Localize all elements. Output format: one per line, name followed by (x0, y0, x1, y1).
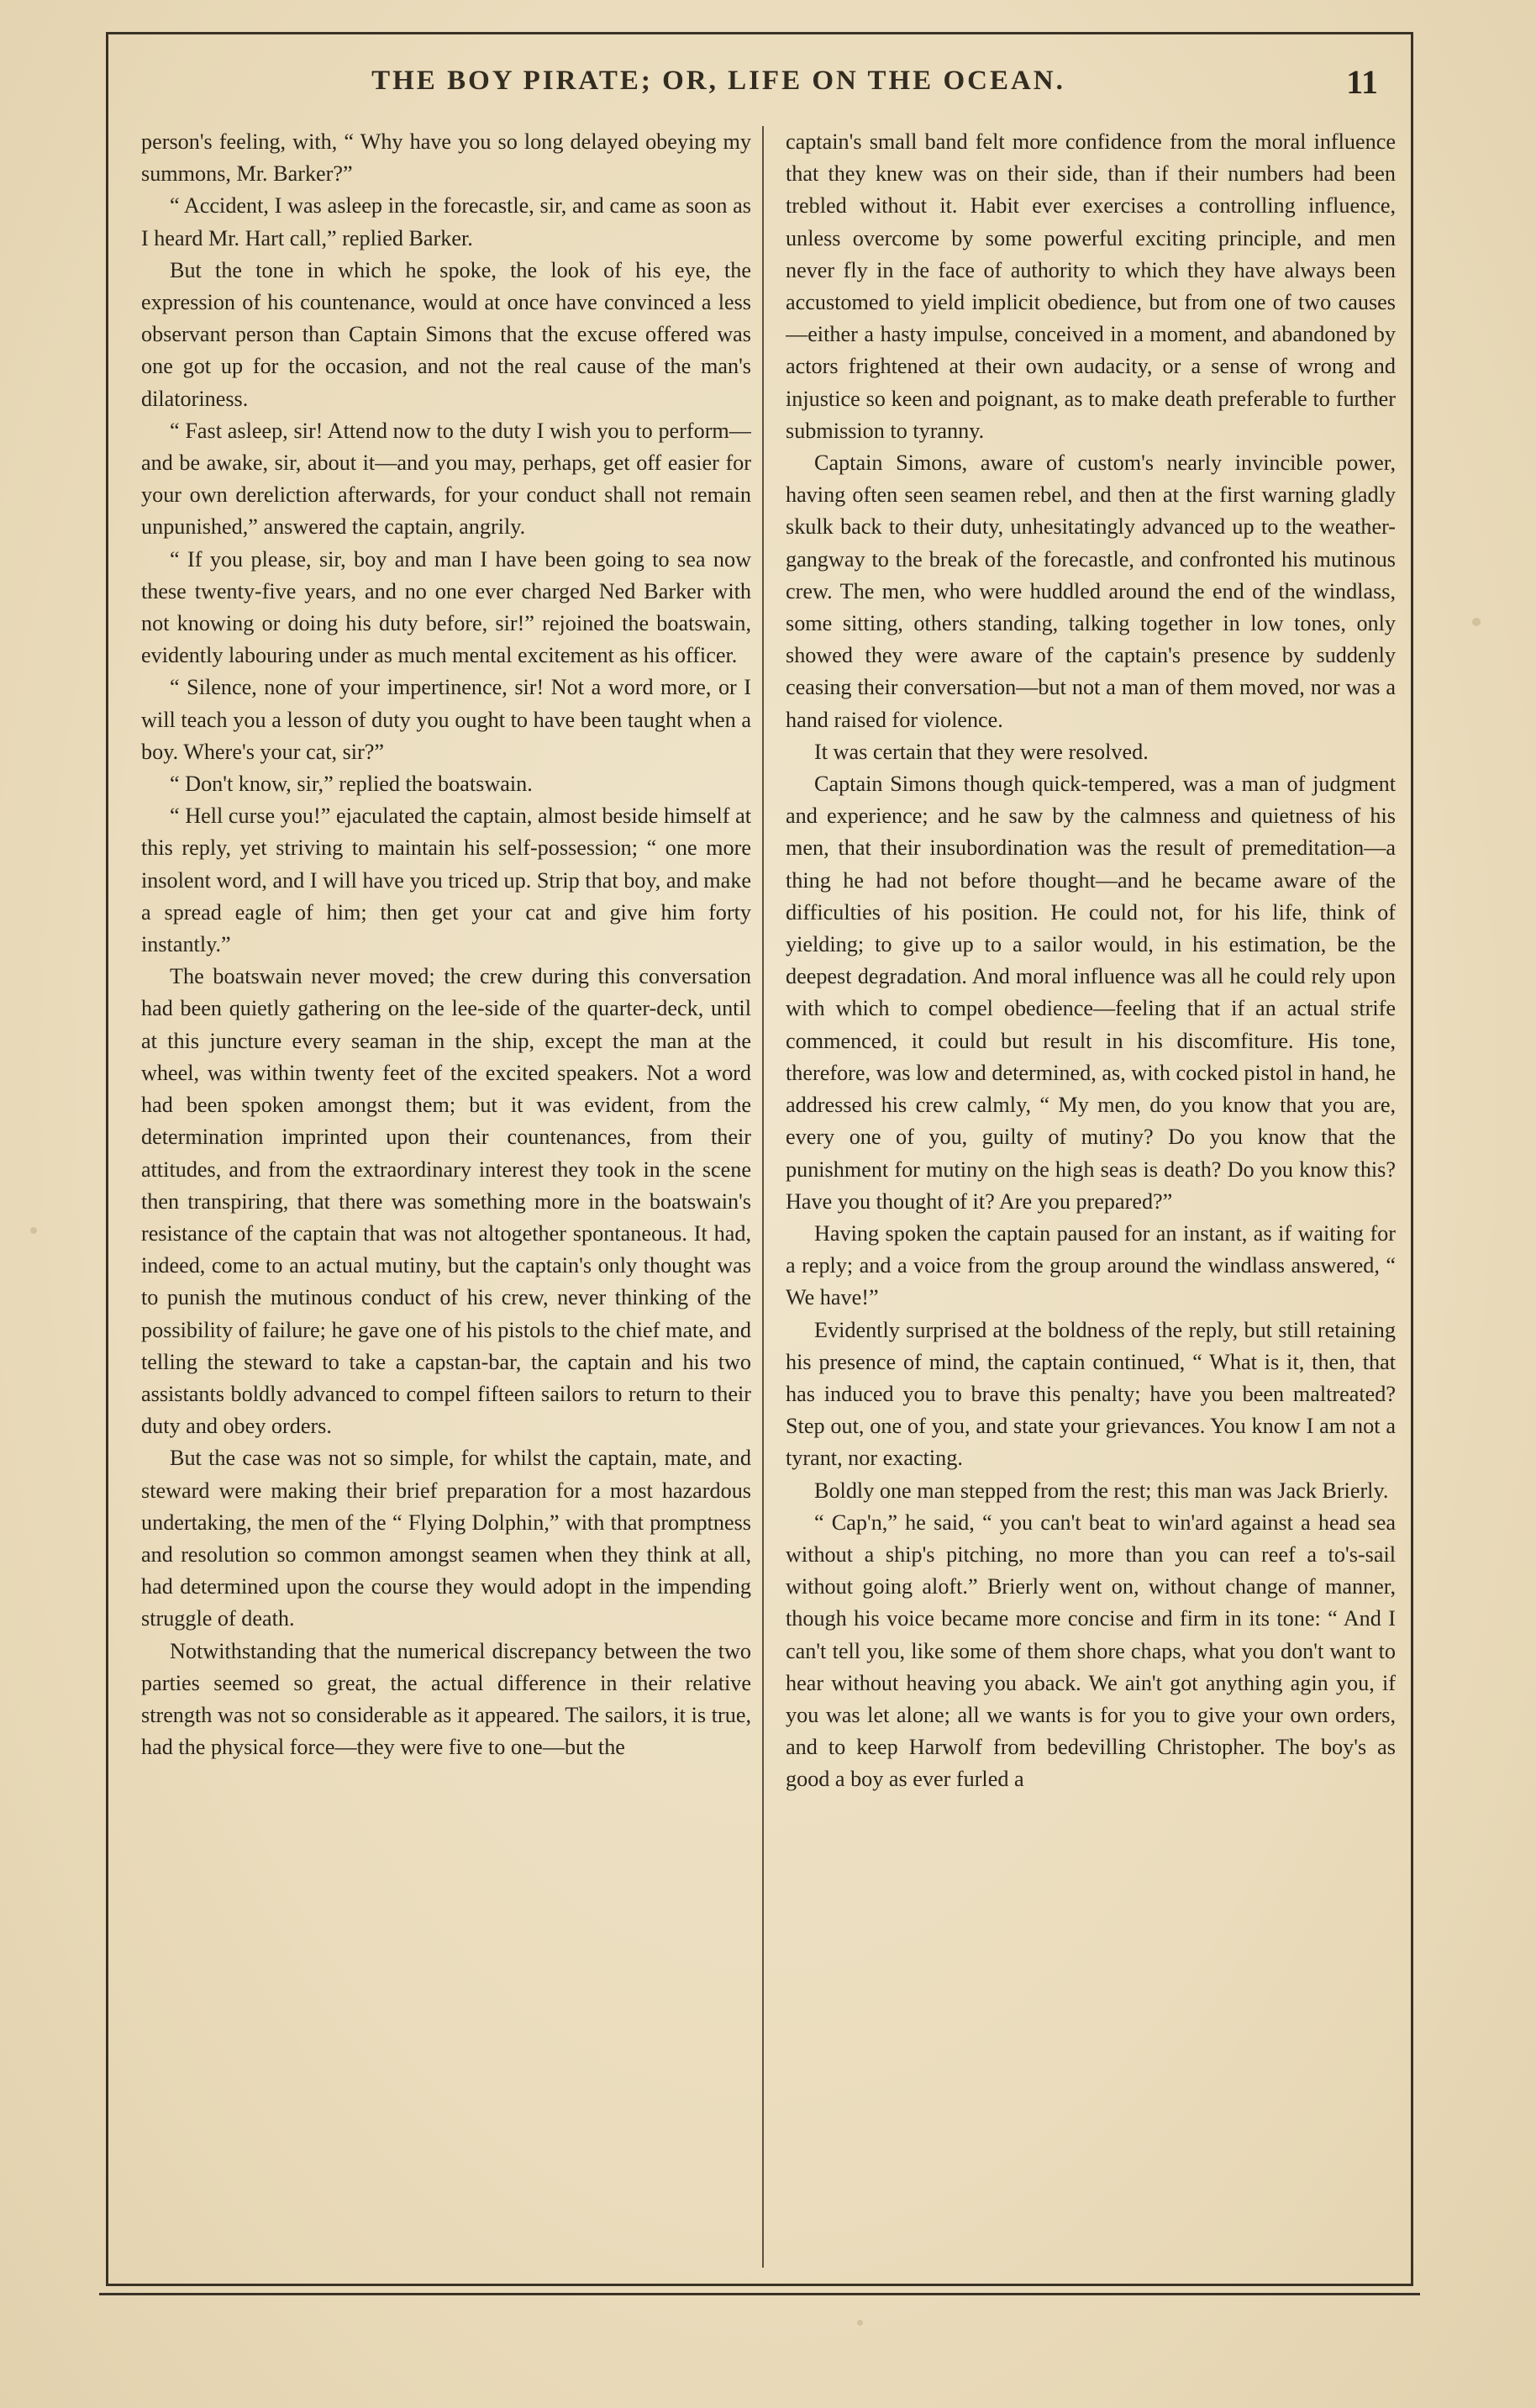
running-header (134, 63, 1378, 113)
paragraph: “ Accident, I was asleep in the forecastle, sir, and came as soon as I heard Mr. Hart call,” replied Barker. (141, 193, 751, 250)
paper-speck (857, 2320, 863, 2326)
paragraph: person's feeling, with, “ Why have you so long delayed obeying my summons, Mr. Barker?” (141, 129, 751, 187)
paper-speck (1472, 618, 1481, 626)
paragraph: Notwithstanding that the numerical discrepancy between the two parties seemed so great, the actual difference in their relative strength was not so considerable as it appeared. The sailors, it is true, had the physical force—they were five to one—but the (141, 1638, 751, 1760)
page-number: 11 (1346, 63, 1378, 101)
paragraph: “ Fast asleep, sir! Attend now to the duty I wish you to perform—and be awake, sir, about it—and you may, perhaps, get off easier for your own dereliction afterwards, for your conduct shall not remain unpunished,” answered the captain, angrily. (141, 418, 751, 540)
running-title: THE BOY PIRATE; OR, LIFE ON THE OCEAN. (371, 66, 1065, 96)
paragraph: “ Don't know, sir,” replied the boatswain. (170, 772, 533, 797)
paragraph: Boldly one man stepped from the rest; this man was Jack Brierly. (814, 1478, 1389, 1503)
paragraph: Having spoken the captain paused for an instant, as if waiting for a reply; and a voice from the group around the windlass answered, “ We have!” (786, 1220, 1396, 1310)
paragraph: “ Hell curse you!” ejaculated the captain, almost beside himself at this reply, yet striving to maintain his self-possession; “ one more insolent word, and I will have you triced up. Strip that boy, and make a spread eagle of him; then get your cat and give him forty instantly.” (141, 804, 751, 957)
paragraph: It was certain that they were resolved. (814, 739, 1149, 764)
paragraph: The boatswain never moved; the crew during this conversation had been quietly gathering on the lee-side of the quarter-deck, until at this juncture every seaman in the ship, except the man at the wheel, was within twenty feet of the excited speakers. Not a word had been spoken amongst them; but it was evident, from the determination imprinted upon their countenances, from their attitudes, and from the extraordinary interest they took in the scene then transpiring, that there was something more in the boatswain's resistance of the captain that was not altogether spontaneous. It had, indeed, come to an actual mutiny, but the captain's only thought was to punish the mutinous conduct of his crew, never thinking of the possibility of failure; he gave one of his pistols to the chief mate, and telling the steward to take a capstan-bar, the captain and his two assistants boldly advanced to compel fifteen sailors to return to their duty and obey orders. (141, 964, 751, 1439)
paragraph: “ If you please, sir, boy and man I have been going to sea now these twenty-five years, and no one ever charged Ned Barker with not knowing or doing his duty before, sir!” rejoined the boatswain, evidently labouring under as much mental excitement as his officer. (141, 546, 751, 668)
paragraph: “ Silence, none of your impertinence, sir! Not a word more, or I will teach you a lesson of duty you ought to have been taught when a boy. Where's your cat, sir?” (141, 675, 751, 764)
paper-speck (30, 1227, 37, 1234)
paragraph: But the tone in which he spoke, the look of his eye, the expression of his countenance, would at once have convinced a less observant person than Captain Simons that the excuse offered was one got up for the occasion, and not the real cause of the man's dilatoriness. (141, 257, 751, 411)
paragraph: captain's small band felt more confidence from the moral influence that they knew was on their side, than if their numbers had been trebled without it. Habit ever exercises a controlling influence, unless overcome by some powerful exciting principle, and men never fly in the face of authority to which they have always been accustomed to yield implicit obedience, but from one of two causes—either a hasty impulse, conceived in a moment, and abandoned by actors frightened at their own audacity, or a sense of wrong and injustice so keen and poignant, as to make death preferable to further submission to tyranny. (786, 129, 1396, 443)
paragraph: “ Cap'n,” he said, “ you can't beat to win'ard against a head sea without a ship's pitching, no more than you can reef a to's-sail without going aloft.” Brierly went on, without change of manner, though his voice became more concise and firm in its tone: “ And I can't tell you, like some of them shore chaps, what you don't want to hear without heaving you aback. We ain't got anything agin you, if you was let alone; all we wants is for you to give your own orders, and to keep Harwolf from bedevilling Christopher. The boy's as good a boy as ever furled a (786, 1510, 1396, 1792)
right-column (786, 126, 1396, 2278)
paragraph: Captain Simons, aware of custom's nearly invincible power, having often seen seamen rebel, and then at the first warning gladly skulk back to their duty, unhesitatingly advanced up to the weather-gangway to the break of the forecastle, and confronted his mutinous crew. The men, who were huddled around the end of the windlass, some sitting, others standing, talking together in low tones, only showed they were aware of the captain's presence by suddenly ceasing their conversation—but not a man of them moved, nor was a hand raised for violence. (786, 451, 1396, 732)
bottom-rule (99, 2293, 1420, 2295)
paragraph: But the case was not so simple, for whilst the captain, mate, and steward were making their brief preparation for a most hazardous undertaking, the men of the “ Flying Dolphin,” with that promptness and resolution so common amongst seamen when they think at all, had determined upon the course they would adopt in the impending struggle of death. (141, 1446, 751, 1631)
column-divider (762, 126, 764, 2268)
paragraph: Evidently surprised at the boldness of the reply, but still retaining his presence of mind, the captain continued, “ What is it, then, that has induced you to brave this penalty; have you been maltreated? Step out, one of you, and state your grievances. You know I am not a tyrant, nor exacting. (786, 1317, 1396, 1471)
left-column (141, 126, 751, 2278)
paragraph: Captain Simons though quick-tempered, was a man of judgment and experience; and he saw by the calmness and quietness of his men, that their insubordination was the result of premeditation—a thing he had not before thought—and he became aware of the difficulties of his position. He could not, for his life, think of yielding; to give up to a sailor would, in his estimation, be the deepest degradation. And moral influence was all he could rely upon with which to compel obedience—feeling that if an actual strife commenced, it could but result in his discomfiture. His tone, therefore, was low and determined, as, with cocked pistol in hand, he addressed his crew calmly, “ My men, do you know that you are, every one of you, guilty of mutiny? Do you know that the punishment for mutiny on the high seas is death? Do you know this? Have you thought of it? Are you prepared?” (786, 772, 1396, 1214)
